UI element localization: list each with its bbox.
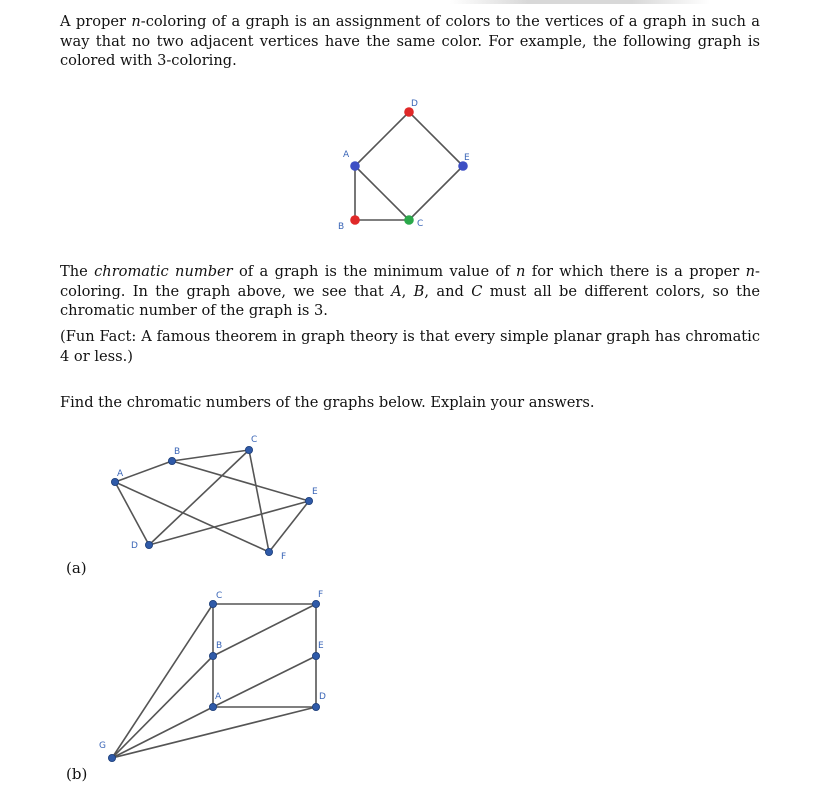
fun-fact-paragraph: (Fun Fact: A famous theorem in graph theory is that every simple planar graph has chromatic 4 or less.) [60,328,760,365]
chromatic-number-paragraph: The chromatic number of a graph is the minimum value of n for which there is a proper n-coloring. In the graph above, we see that A, B, and C must all be different colors, so the chromatic number of the graph is 3. [60,263,760,319]
graph-b-vertex-g [108,754,115,761]
graph-b-vertex-label-c: C [216,591,223,601]
graph-b-vertex-label-f: F [318,590,324,600]
graph-b-vertex-c [209,600,216,607]
graph-b-vertex-label-d: D [319,692,326,702]
graph-b-vertex-a [209,703,216,710]
graph-b-edge-g-c [112,604,213,758]
example-vertex-label-c: C [417,219,424,229]
graph-b-vertices [108,600,319,761]
task-paragraph: Find the chromatic numbers of the graphs below. Explain your answers. [60,394,595,411]
graph-b-edges [112,604,316,758]
graph-b-vertex-f [312,600,319,607]
graph-b-label: (b) [66,765,88,783]
example-vertex-label-b: B [338,222,345,232]
graph-b-vertex-label-b: B [216,641,223,651]
intro-paragraph: A proper n-coloring of a graph is an assignment of colors to the vertices of a graph in such a way that no two adjacent vertices have the same color. For example, the following graph is colored with 3-coloring. [60,13,760,69]
graph-b-vertex-label-e: E [318,641,324,651]
graph-b-edge-g-a [112,707,213,758]
graph-a-vertex-label-a: A [117,469,124,479]
example-vertex-label-d: D [411,99,418,109]
graph-a-vertex-label-e: E [312,487,318,497]
graph-b-edge-g-b [112,656,213,758]
graph-b-edge-b-f [213,604,316,656]
graph-b-edge-g-d [112,707,316,758]
example-vertex-label-e: E [464,153,470,163]
graph-b-vertex-e [312,652,319,659]
graph-a-vertex-label-f: F [281,552,287,562]
graph-a-label: (a) [66,559,87,577]
graph-b-vertex-b [209,652,216,659]
graph-b-vertex-label-g: G [99,741,106,751]
example-vertex-label-a: A [343,150,350,160]
graph-b-edge-a-e [213,656,316,707]
graph-b-vertex-d [312,703,319,710]
graph-b-vertex-label-a: A [215,692,222,702]
graph-a-vertex-label-d: D [131,541,138,551]
graph-a-vertex-label-c: C [251,435,258,445]
graph-a-vertex-label-b: B [174,447,181,457]
